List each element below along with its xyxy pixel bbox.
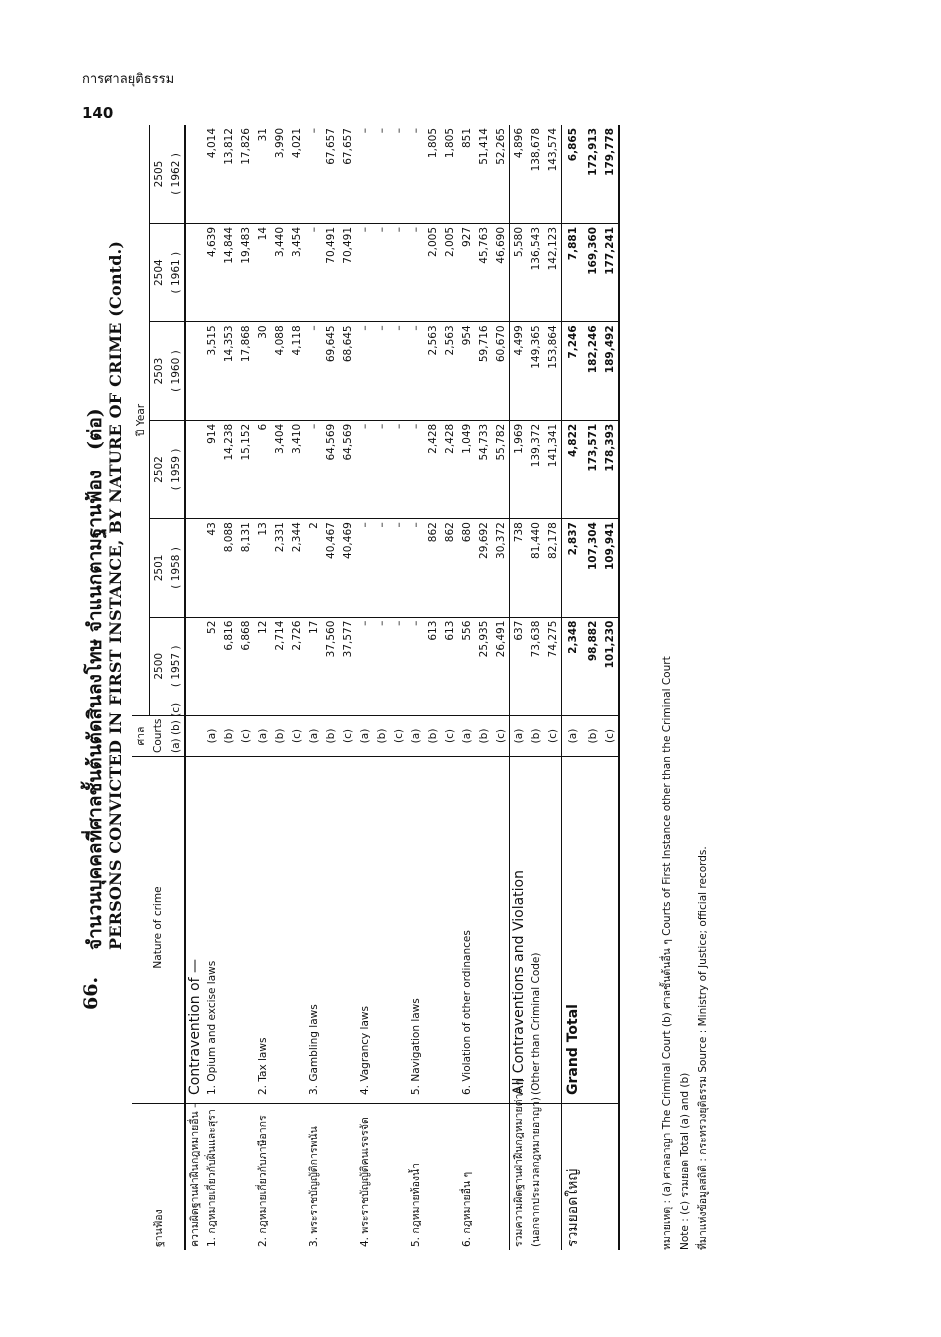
value-cell: 2,726: [288, 617, 305, 715]
year-header: 2504: [150, 223, 168, 321]
value-cell: 30: [254, 322, 271, 420]
value-cell: 107,304: [584, 519, 601, 617]
page-header: การศาลยุติธรรม: [82, 72, 175, 87]
value-cell: 46,690: [492, 223, 510, 321]
court-code-cell: (b): [373, 716, 390, 757]
value-cell: –: [305, 223, 322, 321]
court-code-cell: (a): [407, 716, 424, 757]
value-cell: 1,049: [458, 420, 475, 518]
value-cell: –: [373, 617, 390, 715]
value-cell: 52: [203, 617, 220, 715]
value-cell: 149,365: [527, 322, 544, 420]
table-row: [527, 125, 544, 1250]
court-code-cell: (b): [584, 716, 601, 757]
value-cell: 954: [458, 322, 475, 420]
year-header: 2503: [150, 322, 168, 420]
value-cell: 37,560: [322, 617, 339, 715]
court-code-cell: (a): [203, 716, 220, 757]
value-cell: –: [358, 128, 371, 134]
row-label-thai: รวมยอดใหญ่: [562, 1104, 585, 1251]
value-cell: 98,882: [584, 617, 601, 715]
row-label-english: 6. Violation of other ordinances: [458, 757, 475, 1104]
value-cell: 6: [254, 420, 271, 518]
table-number: 66.: [80, 976, 102, 1010]
value-cell: 6,868: [237, 617, 254, 715]
court-code-cell: (a): [254, 716, 271, 757]
value-cell: 1,805: [426, 128, 439, 159]
value-cell: 182,246: [584, 322, 601, 420]
table-row: [424, 125, 441, 1250]
year-header: 2502: [150, 420, 168, 518]
value-cell: 8,088: [220, 519, 237, 617]
value-cell: 851: [460, 128, 473, 149]
row-label-english: Grand Total: [562, 757, 585, 1104]
table-row: [407, 125, 424, 1250]
value-cell: 3,454: [288, 223, 305, 321]
value-cell: 17: [305, 617, 322, 715]
value-cell: 52,265: [494, 128, 507, 165]
value-cell: 7,881: [562, 223, 585, 321]
value-cell: 14,238: [220, 420, 237, 518]
value-cell: 64,569: [339, 420, 356, 518]
value-cell: 67,657: [324, 128, 337, 165]
value-cell: 82,178: [544, 519, 562, 617]
row-label-english-sub: (Other than Criminal Code): [527, 757, 544, 1104]
value-cell: 3,990: [273, 128, 286, 159]
value-cell: 40,469: [339, 519, 356, 617]
value-cell: 73,638: [527, 617, 544, 715]
table-row: [271, 125, 288, 1250]
value-cell: 13: [254, 519, 271, 617]
value-cell: 613: [441, 617, 458, 715]
value-cell: –: [392, 128, 405, 134]
value-cell: –: [373, 519, 390, 617]
value-cell: –: [409, 128, 422, 134]
table-row: [475, 125, 492, 1250]
table-title-english: PERSONS CONVICTED IN FIRST INSTANCE, BY NATURE OF CRIME (Contd.): [106, 240, 125, 950]
table-row: [562, 125, 585, 1250]
value-cell: 81,440: [527, 519, 544, 617]
year-header: 2500: [150, 617, 168, 715]
value-cell: –: [356, 617, 373, 715]
value-cell: 43: [203, 519, 220, 617]
value-cell: 2: [305, 519, 322, 617]
value-cell: 70,491: [339, 223, 356, 321]
year-caption: ปี Year: [132, 125, 150, 716]
value-cell: 173,571: [584, 420, 601, 518]
col-header-nature: Nature of crime: [132, 757, 185, 1104]
value-cell: 862: [441, 519, 458, 617]
value-cell: –: [373, 322, 390, 420]
table-row: [254, 125, 271, 1250]
value-cell: 3,515: [203, 322, 220, 420]
value-cell: –: [407, 617, 424, 715]
value-cell: 2,563: [424, 322, 441, 420]
value-cell: 26,491: [492, 617, 510, 715]
value-cell: –: [390, 519, 407, 617]
value-cell: 4,639: [203, 223, 220, 321]
table-row: [339, 125, 356, 1250]
value-cell: 17,826: [239, 128, 252, 165]
table-row: [390, 125, 407, 1250]
year-ad-header: ( 1958 ): [167, 519, 185, 617]
col-header-thai: ฐานฟ้อง: [132, 1104, 185, 1251]
value-cell: 143,574: [546, 128, 559, 172]
value-cell: 169,360: [584, 223, 601, 321]
value-cell: 64,569: [322, 420, 339, 518]
value-cell: 3,440: [271, 223, 288, 321]
table-title-thai: จำนวนบุคคลที่ศาลชั้นต้นตัดสินลงโทษ จำแนกตามฐานฟ้อง: [84, 469, 106, 950]
value-cell: 927: [458, 223, 475, 321]
row-label-thai: 3. พระราชบัญญัติการพนัน: [305, 1104, 322, 1251]
year-ad-header: ( 1962 ): [167, 125, 185, 223]
value-cell: 69,645: [322, 322, 339, 420]
year-ad-header: ( 1961 ): [167, 223, 185, 321]
value-cell: 177,241: [601, 223, 619, 321]
value-cell: 2,714: [271, 617, 288, 715]
court-code-cell: (a): [510, 716, 528, 757]
row-label-english: 3. Gambling laws: [305, 757, 322, 1104]
row-label-thai: 4. พระราชบัญญัติคนเรจรจัด: [356, 1104, 373, 1251]
value-cell: 637: [510, 617, 528, 715]
table-row: [510, 125, 528, 1250]
table-row: [305, 125, 322, 1250]
value-cell: 4,896: [510, 125, 528, 223]
value-cell: 60,670: [492, 322, 510, 420]
value-cell: 2,348: [562, 617, 585, 715]
value-cell: 45,763: [475, 223, 492, 321]
value-cell: 2,005: [441, 223, 458, 321]
value-cell: 7,246: [562, 322, 585, 420]
value-cell: 29,692: [475, 519, 492, 617]
section-heading-row: [185, 125, 203, 1250]
table-row: [441, 125, 458, 1250]
year-ad-header: ( 1957 ): [167, 617, 185, 715]
court-code-cell: (b): [475, 716, 492, 757]
value-cell: 914: [203, 420, 220, 518]
value-cell: 37,577: [339, 617, 356, 715]
value-cell: 1,969: [510, 420, 528, 518]
value-cell: –: [375, 128, 388, 134]
year-header: 2505: [152, 160, 165, 188]
value-cell: 4,014: [205, 128, 218, 159]
value-cell: 4,822: [562, 420, 585, 518]
value-cell: 14,844: [220, 223, 237, 321]
row-label-thai: 6. กฎหมายอื่น ๆ: [458, 1104, 475, 1251]
value-cell: –: [356, 420, 373, 518]
value-cell: –: [390, 617, 407, 715]
row-label-thai: รวมความผิดฐานฝ่าฝืนกฎหมายต่าง ๆ: [510, 1104, 528, 1251]
value-cell: 59,716: [475, 322, 492, 420]
value-cell: 189,492: [601, 322, 619, 420]
court-code-cell: (a): [562, 716, 585, 757]
value-cell: 141,341: [544, 420, 562, 518]
table-title-thai-cont: (ต่อ): [84, 408, 106, 450]
value-cell: 2,331: [271, 519, 288, 617]
note-courts: หมายเหตุ : (a) ศาลอาญา The Criminal Court (b) ศาลชั้นต้นอื่น ๆ Courts of First Instance other than the Criminal Court: [661, 656, 673, 1250]
row-label-english: 2. Tax laws: [254, 757, 271, 1104]
value-cell: 2,837: [562, 519, 585, 617]
table-row: [492, 125, 510, 1250]
value-cell: 19,483: [237, 223, 254, 321]
value-cell: –: [305, 420, 322, 518]
value-cell: 14,353: [220, 322, 237, 420]
value-cell: 70,491: [322, 223, 339, 321]
value-cell: 67,657: [341, 128, 354, 165]
value-cell: 1,805: [443, 128, 456, 159]
row-label-thai: 5. กฎหมายท้องน้ำ: [407, 1104, 424, 1251]
section-heading-thai: ความผิดฐานฝ่าฝืนกฎหมายอื่น –: [185, 1104, 203, 1251]
value-cell: 139,372: [527, 420, 544, 518]
value-cell: 8,131: [237, 519, 254, 617]
value-cell: –: [390, 223, 407, 321]
court-code-cell: (a): [305, 716, 322, 757]
court-code-cell: (c): [288, 716, 305, 757]
value-cell: 14: [254, 223, 271, 321]
rotated-table-page: [80, 125, 810, 1250]
value-cell: 2,428: [424, 420, 441, 518]
value-cell: 172,913: [586, 128, 599, 176]
value-cell: –: [407, 519, 424, 617]
note-total: Note : (c) รวมยอด Total (a) and (b): [679, 1072, 691, 1250]
value-cell: 2,428: [441, 420, 458, 518]
value-cell: –: [407, 322, 424, 420]
value-cell: 5,580: [510, 223, 528, 321]
table-row: [544, 125, 562, 1250]
court-code-cell: (c): [237, 716, 254, 757]
value-cell: 31: [256, 128, 269, 142]
page-number: 140: [82, 104, 114, 122]
value-cell: 101,230: [601, 617, 619, 715]
value-cell: 2,563: [441, 322, 458, 420]
table-row: [373, 125, 390, 1250]
value-cell: 738: [510, 519, 528, 617]
year-ad-header: ( 1959 ): [167, 420, 185, 518]
table-row: [288, 125, 305, 1250]
court-code-cell: (a): [356, 716, 373, 757]
value-cell: 68,645: [339, 322, 356, 420]
court-code-cell: (c): [441, 716, 458, 757]
value-cell: 74,275: [544, 617, 562, 715]
value-cell: –: [390, 322, 407, 420]
value-cell: 30,372: [492, 519, 510, 617]
table-row: [356, 125, 373, 1250]
row-label-english: All Contraventions and Violation: [510, 757, 528, 1104]
value-cell: 556: [458, 617, 475, 715]
value-cell: 40,467: [322, 519, 339, 617]
value-cell: 680: [458, 519, 475, 617]
value-cell: –: [373, 223, 390, 321]
value-cell: 153,864: [544, 322, 562, 420]
value-cell: –: [390, 420, 407, 518]
row-label-english: 4. Vagrancy laws: [356, 757, 373, 1104]
value-cell: 862: [424, 519, 441, 617]
court-code-cell: (b): [220, 716, 237, 757]
year-header: 2501: [150, 519, 168, 617]
value-cell: 3,410: [288, 420, 305, 518]
table-row: [322, 125, 339, 1250]
value-cell: 178,393: [601, 420, 619, 518]
court-code-cell: (b): [527, 716, 544, 757]
value-cell: 4,499: [510, 322, 528, 420]
table-row: [458, 125, 475, 1250]
row-label-english: 1. Opium and excise laws: [203, 757, 220, 1104]
value-cell: 109,941: [601, 519, 619, 617]
value-cell: 51,414: [477, 128, 490, 165]
court-code-cell: (b): [424, 716, 441, 757]
value-cell: –: [305, 322, 322, 420]
value-cell: 3,404: [271, 420, 288, 518]
value-cell: 25,935: [475, 617, 492, 715]
value-cell: 15,152: [237, 420, 254, 518]
section-heading-english: Contravention of —: [185, 757, 203, 1104]
court-code-cell: (b): [322, 716, 339, 757]
value-cell: –: [407, 420, 424, 518]
table-row: [601, 125, 619, 1250]
statistics-table: [132, 125, 620, 1250]
value-cell: –: [356, 223, 373, 321]
value-cell: 17,868: [237, 322, 254, 420]
value-cell: –: [356, 519, 373, 617]
year-ad-header: ( 1960 ): [167, 322, 185, 420]
value-cell: 142,123: [544, 223, 562, 321]
value-cell: 6,865: [562, 125, 585, 223]
row-label-thai-sub: (นอกจากประมวลกฎหมายอาญา): [527, 1104, 544, 1251]
table-row: [237, 125, 254, 1250]
value-cell: 179,778: [601, 125, 619, 223]
col-header-courts-thai: ศาล: [132, 716, 150, 757]
row-label-thai: 1. กฎหมายเกี่ยวกับฝิ่นและสุรา: [203, 1104, 220, 1251]
col-header-courts-codes: (a) (b) (c): [167, 716, 185, 757]
value-cell: 136,543: [527, 223, 544, 321]
table-row: [584, 125, 601, 1250]
value-cell: –: [407, 223, 424, 321]
row-label-english: 5. Navigation laws: [407, 757, 424, 1104]
court-code-cell: (c): [544, 716, 562, 757]
value-cell: 2,344: [288, 519, 305, 617]
value-cell: –: [356, 322, 373, 420]
value-cell: 2,005: [424, 223, 441, 321]
value-cell: –: [307, 128, 320, 134]
value-cell: 12: [254, 617, 271, 715]
court-code-cell: (c): [492, 716, 510, 757]
table-row: [220, 125, 237, 1250]
court-code-cell: (c): [339, 716, 356, 757]
court-code-cell: (b): [271, 716, 288, 757]
value-cell: 4,021: [290, 128, 303, 159]
value-cell: –: [373, 420, 390, 518]
source-line: ที่มาแห่งข้อมูลสถิติ : กระทรวงยุติธรรม Source : Ministry of Justice; official records.: [697, 846, 709, 1250]
table-row: [203, 125, 220, 1250]
col-header-courts: Courts: [150, 716, 168, 757]
value-cell: 54,733: [475, 420, 492, 518]
value-cell: 6,816: [220, 617, 237, 715]
row-label-thai: 2. กฎหมายเกี่ยวกับภาษีอากร: [254, 1104, 271, 1251]
value-cell: 4,088: [271, 322, 288, 420]
court-code-cell: (c): [390, 716, 407, 757]
court-code-cell: (c): [601, 716, 619, 757]
value-cell: 613: [424, 617, 441, 715]
value-cell: 13,812: [222, 128, 235, 165]
value-cell: 4,118: [288, 322, 305, 420]
value-cell: 55,782: [492, 420, 510, 518]
value-cell: 138,678: [529, 128, 542, 172]
court-code-cell: (a): [458, 716, 475, 757]
